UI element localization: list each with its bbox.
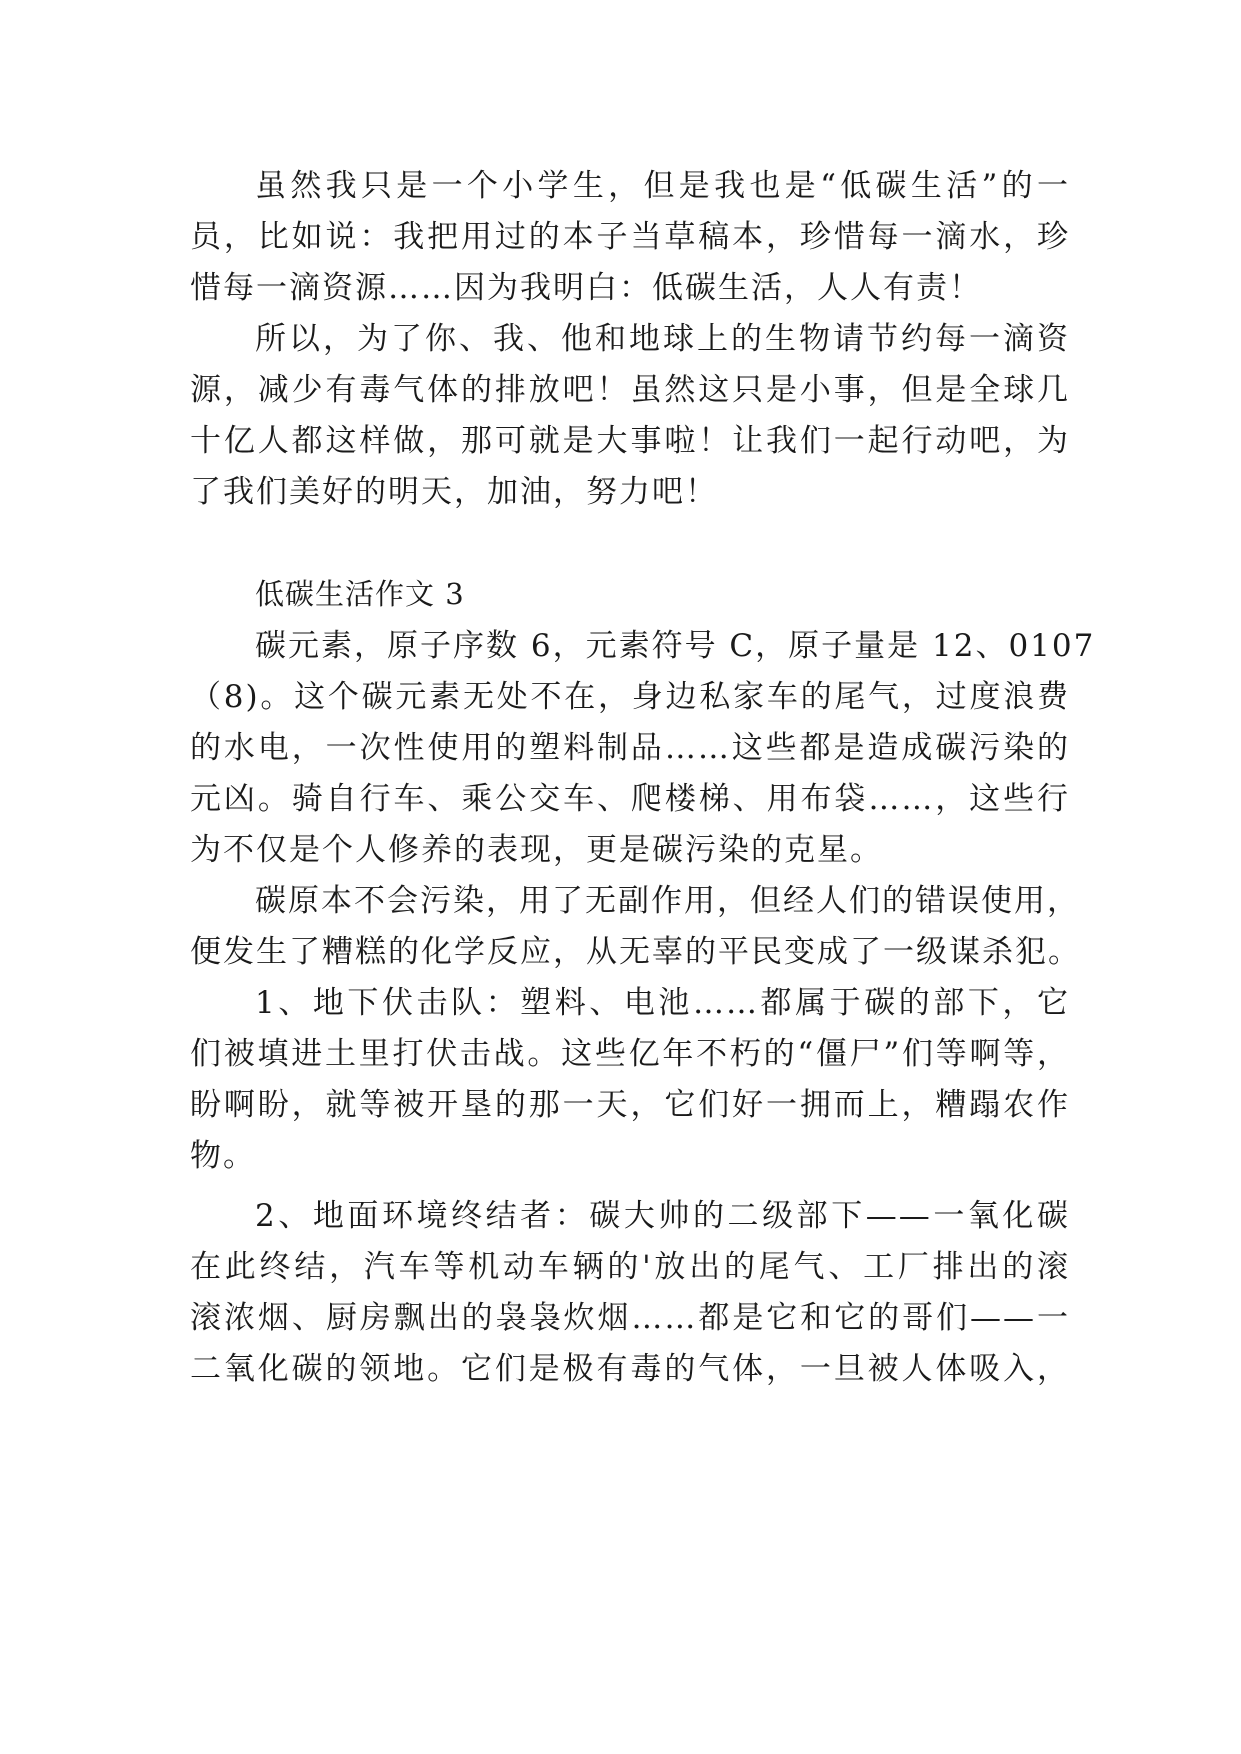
- paragraph-line: 惜每一滴资源……因为我明白：低碳生活，人人有责！: [190, 270, 982, 306]
- paragraph-line: 1、地下伏击队：塑料、电池……都属于碳的部下，它: [255, 985, 1070, 1021]
- paragraph-line: 为不仅是个人修养的表现，更是碳污染的克星。: [190, 832, 883, 868]
- paragraph-line: 2、地面环境终结者：碳大帅的二级部下——一氧化碳: [255, 1198, 1070, 1234]
- paragraph-line: 十亿人都这样做，那可就是大事啦！让我们一起行动吧，为: [190, 423, 1070, 459]
- paragraph-line: 源，减少有毒气体的排放吧！虽然这只是小事，但是全球几: [190, 372, 1070, 408]
- paragraph-line: 所以，为了你、我、他和地球上的生物请节约每一滴资: [255, 321, 1070, 357]
- paragraph-line: （8)。这个碳元素无处不在，身边私家车的尾气，过度浪费: [190, 679, 1070, 715]
- paragraph-line: 物。: [190, 1138, 256, 1174]
- paragraph-line: 元凶。骑自行车、乘公交车、爬楼梯、用布袋……，这些行: [190, 781, 1070, 817]
- section-title: 低碳生活作文 3: [255, 577, 465, 611]
- paragraph-line: 的水电，一次性使用的塑料制品……这些都是造成碳污染的: [190, 730, 1070, 766]
- paragraph-line: 滚浓烟、厨房飘出的袅袅炊烟……都是它和它的哥们——一: [190, 1300, 1070, 1336]
- paragraph-line: 员，比如说：我把用过的本子当草稿本，珍惜每一滴水，珍: [190, 219, 1070, 255]
- paragraph-line: 碳原本不会污染，用了无副作用，但经人们的错误使用，: [255, 883, 1080, 919]
- paragraph-line: 盼啊盼，就等被开垦的那一天，它们好一拥而上，糟蹋农作: [190, 1087, 1070, 1123]
- paragraph-line: 们被填进土里打伏击战。这些亿年不朽的“僵尸”们等啊等，: [190, 1036, 1070, 1072]
- paragraph-line: 了我们美好的明天，加油，努力吧！: [190, 474, 718, 510]
- paragraph-line: 便发生了糟糕的化学反应，从无辜的平民变成了一级谋杀犯。: [190, 934, 1081, 970]
- paragraph-line: 二氧化碳的领地。它们是极有毒的气体，一旦被人体吸入，: [190, 1351, 1070, 1387]
- paragraph-line: 虽然我只是一个小学生，但是我也是“低碳生活”的一: [255, 168, 1070, 204]
- paragraph-line: 碳元素，原子序数 6，元素符号 C，原子量是 12、0107: [255, 628, 1096, 664]
- paragraph-line: 在此终结，汽车等机动车辆的'放出的尾气、工厂排出的滚: [190, 1249, 1070, 1285]
